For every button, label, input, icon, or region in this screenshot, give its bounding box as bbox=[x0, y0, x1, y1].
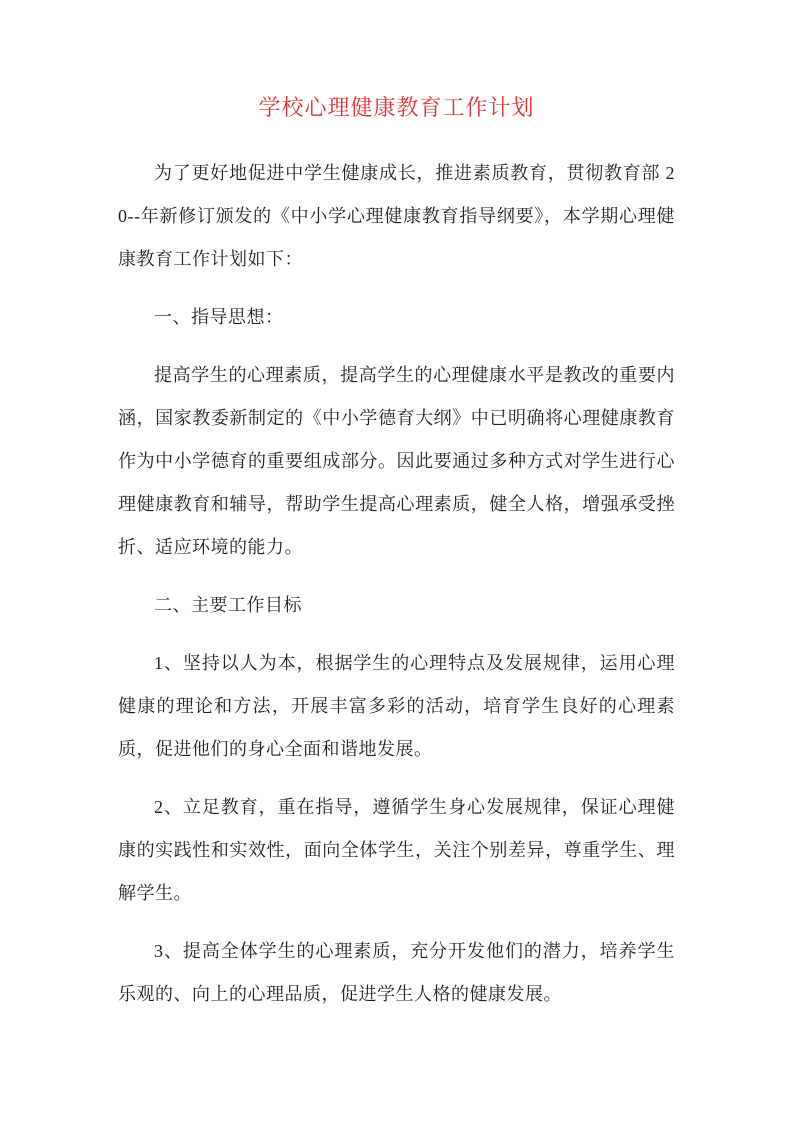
paragraph-goal-2: 2、立足教育，重在指导，遵循学生身心发展规律，保证心理健康的实践性和实效性，面向全体学生，关注个别差异，尊重学生、理解学生。 bbox=[118, 797, 675, 903]
paragraph-goal-3: 3、提高全体学生的心理素质，充分开发他们的潜力，培养学生乐观的、向上的心理品质，促进学生人格的健康发展。 bbox=[118, 941, 675, 1004]
paragraph-guiding-ideology-body: 提高学生的心理素质，提高学生的心理健康水平是教改的重要内涵，国家教委新制定的《中小学德育大纲》中已明确将心理健康教育作为中小学德育的重要组成部分。因此要通过多种方式对学生进行心理健康教育和辅导，帮助学生提高心理素质，健全人格，增强承受挫折、适应环境的能力。 bbox=[118, 365, 675, 557]
section-heading-guiding-ideology: 一、指导思想： bbox=[154, 307, 284, 327]
paragraph-intro: 为了更好地促进中学生健康成长，推进素质教育，贯彻教育部 20--年新修订颁发的《中小学心理健康教育指导纲要》，本学期心理健康教育工作计划如下： bbox=[118, 163, 675, 269]
section-heading-main-goals: 二、主要工作目标 bbox=[154, 595, 302, 615]
paragraph-goal-1: 1、坚持以人为本，根据学生的心理特点及发展规律，运用心理健康的理论和方法，开展丰富多彩的活动，培育学生良好的心理素质，促进他们的身心全面和谐地发展。 bbox=[118, 653, 675, 759]
document-title: 学校心理健康教育工作计划 bbox=[258, 95, 535, 120]
